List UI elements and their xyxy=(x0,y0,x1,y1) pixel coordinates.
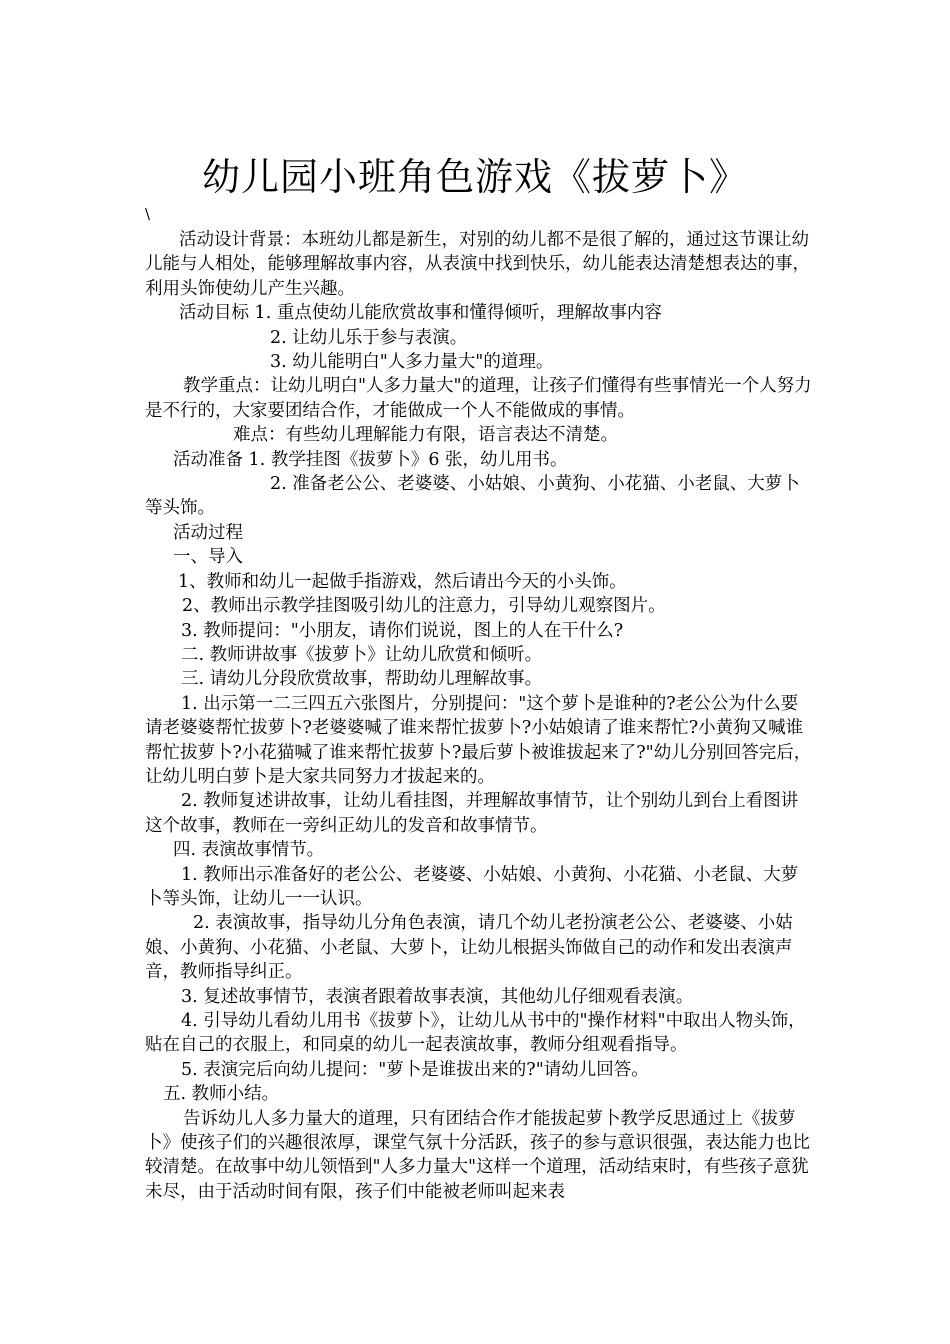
paragraph: 一、导入 xyxy=(173,547,243,568)
paragraph: 四. 表演故事情节。 xyxy=(173,840,325,861)
paragraph: 2. 让幼儿乐于参与表演。 xyxy=(270,327,468,348)
paragraph: 难点：有些幼儿理解能力有限，语言表达不清楚。 xyxy=(233,425,618,446)
paragraph: 2、教师出示教学挂图吸引幼儿的注意力，引导幼儿观察图片。 xyxy=(182,596,666,617)
stray-backslash: \ xyxy=(145,205,151,223)
paragraph: 活动过程 xyxy=(173,522,243,543)
paragraph: 教学重点：让幼儿明白"人多力量大"的道理，让孩子们懂得有些事情光一个人努力是不行的，大家要团结合作，才能做成一个人不能做成的事情。 xyxy=(145,376,812,421)
paragraph: 1. 出示第一二三四五六张图片，分别提问："这个萝卜是谁种的?老公公为什么要请老婆婆帮忙拔萝卜?老婆婆喊了谁来帮忙拔萝卜?小姑娘请了谁来帮忙?小黄狗又喊谁帮忙拔萝卜?小花猫喊了谁来帮忙拔萝卜?最后萝卜被谁拔起来了?"幼儿分别回答完后，让幼儿明白萝卜是大家共同努力才拔起来的。 xyxy=(145,693,812,787)
document-title: 幼儿园小班角色游戏《拔萝卜》 xyxy=(201,155,748,199)
document-body xyxy=(145,228,815,1204)
paragraph: 活动设计背景：本班幼儿都是新生，对别的幼儿都不是很了解的，通过这节课让幼儿能与人相处，能够理解故事内容，从表演中找到快乐，幼儿能表达清楚想表达的事，利用头饰使幼儿产生兴趣。 xyxy=(145,230,810,299)
paragraph: 三. 请幼儿分段欣赏故事，帮助幼儿理解故事。 xyxy=(181,669,543,690)
paragraph: 3. 教师提问："小朋友，请你们说说，图上的人在干什么? xyxy=(181,620,624,641)
paragraph: 1. 教师出示准备好的老公公、老婆婆、小姑娘、小黄狗、小花猫、小老鼠、大萝卜等头饰，让幼儿一一认识。 xyxy=(145,864,799,909)
paragraph: 2. 表演故事，指导幼儿分角色表演，请几个幼儿老扮演老公公、老婆婆、小姑娘、小黄狗、小花猫、小老鼠、大萝卜，让幼儿根据头饰做自己的动作和发出表演声音，教师指导纠正。 xyxy=(145,913,793,983)
paragraph: 1、教师和幼儿一起做手指游戏，然后请出今天的小头饰。 xyxy=(178,571,627,592)
paragraph: 五. 教师小结。 xyxy=(163,1084,280,1105)
paragraph: 3. 复述故事情节，表演者跟着故事表演，其他幼儿仔细观看表演。 xyxy=(181,986,694,1007)
paragraph: 3. 幼儿能明白"人多力量大"的道理。 xyxy=(270,352,554,373)
paragraph: 2. 教师复述讲故事，让幼儿看挂图，并理解故事情节，让个别幼儿到台上看图讲这个故事，教师在一旁纠正幼儿的发音和故事情节。 xyxy=(145,791,799,836)
paragraph: 活动目标 1. 重点使幼儿能欣赏故事和懂得倾听，理解故事内容 xyxy=(179,303,662,324)
paragraph: 2. 准备老公公、老婆婆、小姑娘、小黄狗、小花猫、小老鼠、大萝卜等头饰。 xyxy=(145,474,800,519)
paragraph: 告诉幼儿人多力量大的道理，只有团结合作才能拔起萝卜教学反思通过上《拔萝卜》使孩子们的兴趣很浓厚，课堂气氛十分活跃，孩子的参与意识很强，表达能力也比较清楚。在故事中幼儿领悟到"人多力量大"这样一个道理，活动结束时，有些孩子意犹未尽，由于活动时间有限，孩子们中能被老师叫起来表 xyxy=(145,1108,810,1202)
paragraph: 4. 引导幼儿看幼儿用书《拔萝卜》，让幼儿从书中的"操作材料"中取出人物头饰，贴在自己的衣服上，和同桌的幼儿一起表演故事，教师分组观看指导。 xyxy=(145,1011,806,1056)
paragraph: 活动准备 1. 教学挂图《拔萝卜》6 张，幼儿用书。 xyxy=(173,449,568,470)
paragraph: 二. 教师讲故事《拔萝卜》让幼儿欣赏和倾听。 xyxy=(181,644,543,665)
paragraph: 5. 表演完后向幼儿提问："萝卜是谁拔出来的?"请幼儿回答。 xyxy=(181,1059,649,1080)
